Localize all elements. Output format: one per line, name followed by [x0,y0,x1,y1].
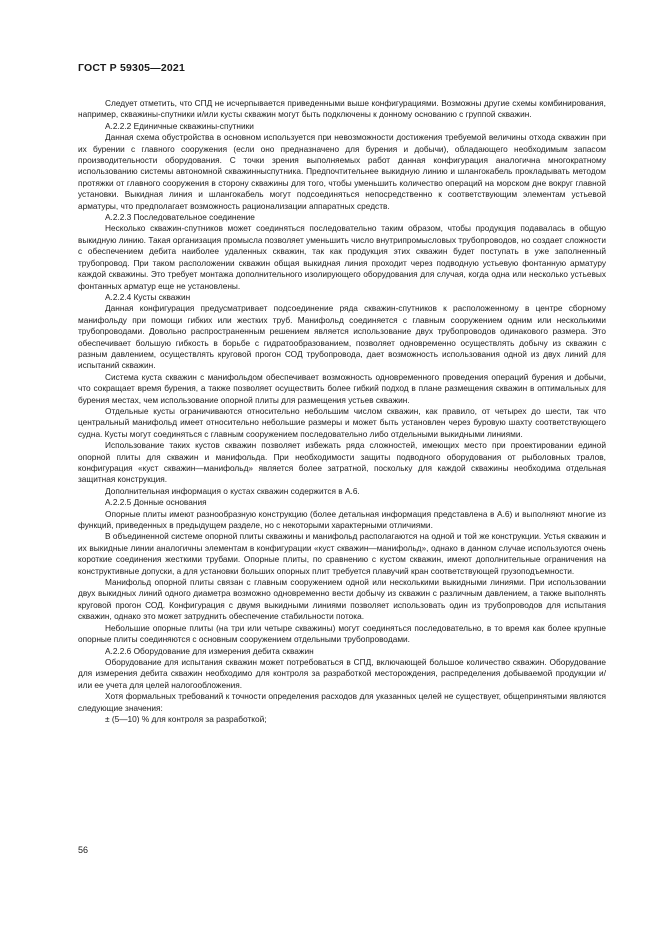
paragraph: Отдельные кусты ограничиваются относительно небольшим числом скважин, как правило, от четырех до шести, так что центральный манифольд имеет относительно небольшие размеры и может быть установлен через буровую шахту соответствующего судна. Кусты могут соединяться с главным сооружением последовательно либо отдельными выкидными линиями. [78,405,606,439]
section-heading: А.2.2.4 Кусты скважин [105,291,191,302]
paragraph: Дополнительная информация о кустах скважин содержится в А.6. [105,485,360,496]
paragraph: Небольшие опорные плиты (на три или четыре скважины) могут соединяться последовательно, в то время как более крупные опорные плиты соединяются с основным сооружением отдельными трубопроводами. [78,622,606,645]
paragraph: Несколько скважин-спутников может соединяться последовательно таким образом, чтобы продукция подавалась в общую выкидную линию. Такая организация промысла позволяет уменьшить число внутрипромысловых трубопроводов, но создает сложности с обеспечением дебита наиболее удаленных скважин, так как продукция этих скважин будет поступать в уже заполненный трубопровод. При таком расположении скважин общая выкидная линия проходит через подводную устьевую фонтанную арматуру каждой скважины. Это требует монтажа дополнительного изолирующего оборудования для случая, когда одна или несколько устьевых фонтанных арматур еще не установлены. [78,223,606,291]
document-body [78,98,606,725]
paragraph: Манифольд опорной плиты связан с главным сооружением одной или несколькими выкидными линиями. При использовании двух выкидных линий одного диаметра возможно одновременно вести добычу из скважин с различным давлением, а также выполнять круговой прогон СОД. Конфигурация с двумя выкидными линиями позволяет использовать один из трубопроводов для испытания скважин, однако это может затруднить обеспечение стабильности потока. [78,577,606,622]
section-heading: А.2.2.5 Донные основания [105,497,207,508]
paragraph: Использование таких кустов скважин позволяет избежать ряда сложностей, имеющих место при проектировании единой опорной плиты для скважин и манифольда. При необходимости защиты подводного оборудования от рыболовных тралов, конфигурация «куст скважин—манифольд» является более затратной, поскольку для каждой скважины необходима отдельная защитная конструкция. [78,440,606,485]
paragraph: Опорные плиты имеют разнообразную конструкцию (более детальная информация представлена в А.6) и выполняют многие из функций, приведенных в предыдущем разделе, но с некоторыми характерными отличиями. [78,508,606,531]
paragraph: Следует отметить, что СПД не исчерпывается приведенными выше конфигурациями. Возможны другие схемы комбинирования, например, скважины-спутники и/или кусты скважин могут быть подключены к донному основанию с группой скважин. [78,98,606,120]
section-heading: А.2.2.6 Оборудование для измерения дебита скважин [105,645,314,656]
document-header: ГОСТ Р 59305—2021 [78,62,186,74]
section-heading: А.2.2.3 Последовательное соединение [105,212,255,223]
paragraph: Хотя формальных требований к точности определения расходов для указанных целей не существует, общепринятыми являются следующие значения: [78,691,606,713]
paragraph: Система куста скважин с манифольдом обеспечивает возможность одновременного проведения операций бурения и добычи, что сокращает время бурения, а также позволяет осуществить более гибкий подход в плане размещения скважин в оптимальных для бурения местах, чем использование опорной плиты для размещения устьев скважин. [78,371,606,405]
paragraph: Оборудование для испытания скважин может потребоваться в СПД, включающей большое количество скважин. Оборудование для измерения дебита скважин необходимо для контроля за разработкой месторождения, распределения добываемой продукции и/или ее учета для целей налогообложения. [78,656,606,690]
section-heading: А.2.2.2 Единичные скважины-спутники [105,120,254,131]
paragraph: Данная схема обустройства в основном используется при невозможности достижения требуемой величины отхода скважин при их бурении с главного сооружения (если оно предназначено для бурения и добычи), обладающего необходимым запасом производительности оборудования. С точки зрения выполняемых работ данная конфигурация аналогична многократному использованию системы автономной скважинныспутника. Предпочтительнее выкидную линию и шлангокабель прокладывать методом протяжки от главного сооружения в сторону скважины для того, чтобы уменьшить количество операций на морском дне вокруг главной установки. Выкидная линия и шлангокабель могут подсоединяться непосредственно к соответствующим элементам устьевой арматуры, что предполагает возможность рационализации аппаратных средств. [78,132,606,211]
paragraph: В объединенной системе опорной плиты скважины и манифольд располагаются на одной и той же конструкции. Устья скважин и их выкидные линии аналогичны элементам в конфигурации «куст скважин—манифольд», однако в данном случае используются очень короткие соединения жесткими трубами. Опорные плиты, по сравнению с кустом скважин, имеют дополнительные ограничения на конструктивные допуски, а для установки больших опорных плит требуется плавучий кран соответствующей грузоподъемности. [78,531,606,576]
section-heading: ± (5—10) % для контроля за разработкой; [105,713,267,724]
page-number: 56 [78,845,89,855]
paragraph: Данная конфигурация предусматривает подсоединение ряда скважин-спутников к расположенному в центре сборному манифольду при помощи гибких или жестких труб. Манифольд соединяется с главным сооружением одним или несколькими трубопроводами. Довольно распространенным решением является использование двух трубопроводов одинакового размера. Это обеспечивает большую гибкость в борьбе с гидратообразованием, позволяет одновременно осуществлять добычу из скважин с разным давлением, осуществлять круговой прогон СОД трубопровода, дает возможность использования одной из двух линий для испытаний скважин. [78,303,606,371]
